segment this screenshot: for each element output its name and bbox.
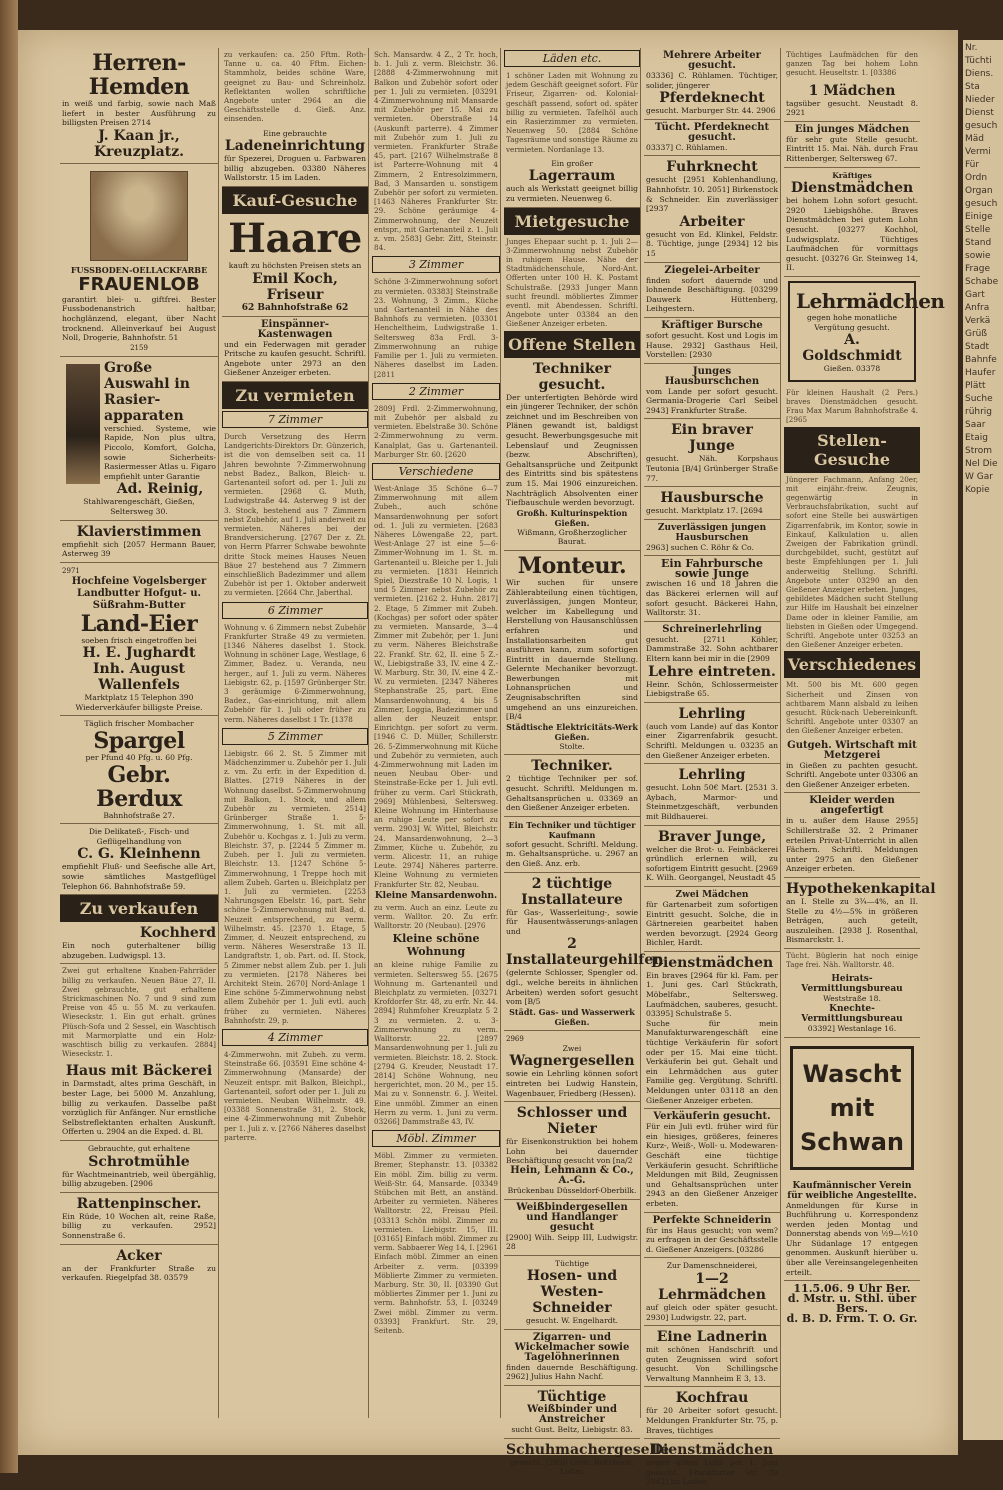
junge-title: Ein braver Junge: [671, 422, 753, 455]
dienstmadchen2-title: Dienstmädchen: [650, 1442, 774, 1459]
weiszbinder-text: [2900] Wilh. Seipp III, Ludwigstr. 28: [506, 1232, 638, 1252]
classified-text: Möbl. Zimmer zu vermieten. Bremer, Stephanstr. 13. [03382 Ein möbl. Zim. billig zu verm. Weiß-Str. 64, Mansarde. [03349 Stübchen mit Bett, an anständ. Arbeiter zu vermieten. Näheres Walltorstr. 22, Freisau Pfeil. [03313 Schön möbl. Zimmer zu vermieten. Liebigstr. 15, III. [03165] Einfach möbl. Zimmer zu verm. Sabbaerer Weg 14, I. [2961 Einfach möbl. Zimmer an einen Arbeiter z. verm. [03399 Möblierte Zimmer zu vermieten. Marburg. Str. 30, II. [03390 Gut möbliertes Zimmer per 1. Juni zu verm. Bahnhofstr. 53, I. [03249 Zwei möbl. Zimmer zu verm. 03393] Frankfurt. Str. 29, Seitenb.: [374, 1151, 498, 1335]
lagerraum-title: Lagerraum: [528, 168, 616, 185]
section-header-zu-vermieten: Zu vermieten: [222, 382, 368, 409]
classified-text: Liebigstr. 66 2. St. 5 Zimmer mit Mädchenzimmer u. Zubehör per 1. Juli z. vm. Zu erfr. in der Expedition d. Blattes. [2719 Näheres in der Wohnung daselbst. 5-Zimmerwohnung mit Balkon, 1. Stock, und allem Zubehör zu vermieten. 2514] Grünberger Straße 1. 5-Zimmerwohnung, 1. St. mit all. Zubehör u. Kochgas z. 1. Juli zu verm. Bleichstr. 37, p. [2244 5 Zimmer m. Zubeh. per 1. Juli zu vermieten. Bleichstr. 13. [1247 Schöne 5-Zimmerwohnung, 1 Treppe hoch mit allem Zubeh. Garten u. Bleichplatz per 1. Juli zu vermieten. [2253 Nahrungsgen Ebelstr. 16, part. Sehr schöne 5-Zimmerwohnung mit Bad, d. Neuzeit entsprechend, zu verm. Wilhelmstr. 45. [2370 1. Etage, 5 Zimmer, d. Neuzeit entsprechend, zu verm. Näheres Weserstraße 13 II. Landgraftstr. 1, ob. Part. od. II. Stock, 5 Zimmer nebst allem Zub. per 1. Juli zu vermieten. [2178 Näheres bei Architekt Stein. 2670] Nord-Anlage 1 Eine schöne 5-Zimmerwohnung nebst allem Zubehör per 1. Juli evtl. auch früher zu vermieten. Näheres Bahnhofstr. 29, p.: [224, 748, 366, 1025]
column-1: [60, 48, 219, 1418]
arbeiter-text: 03336] C. Rühlamen. Tüchtiger, solider, jüngerer: [646, 71, 778, 90]
berdux-addr: Bahnhofstraße 27.: [103, 810, 175, 820]
zigarren-text: finden dauernde Beschäftigung. 2962] Julius Hahn Nachf.: [506, 1362, 638, 1382]
ziegelei-text: finden sofort dauernde und lohnende Beschäftigung. [03299 Dauwerk Hüttenberg, Leihgestern.: [646, 275, 778, 314]
lehrling-title: Lehrling: [678, 705, 746, 722]
wallenfels-name: Inh. August Wallenfels: [92, 661, 185, 694]
landeier-text: soeben frisch eingetroffen bei: [81, 635, 197, 645]
wallenfels-text: Marktplatz 15 Telephon 390 Wiederverkäufer billigste Preise.: [75, 693, 203, 712]
dienst2-text: bei hohem Lohn sofort gesucht. 2920 Liebigshöhe. Braves Dienstmädchen bei gutem Lohn gesucht. [03277 Kochhol, Ludwigsplatz. Tüchtiges Laufmädchen für vormittags gesucht. [03276 Gr. Steinweg 14, II.: [786, 196, 918, 273]
kaufmann-title: Ein Techniker und tüchtiger Kaufmann: [508, 819, 636, 840]
bursche-title: Kräftiger Bursche: [661, 319, 763, 331]
pferdeknecht2-text: 03337] C. Rühlamen.: [646, 142, 728, 152]
ad-frauenlob: [60, 164, 218, 357]
reinig-name: Ad. Reinig,: [116, 481, 204, 498]
schneider-text: gesucht. W. Engelhardt.: [525, 1316, 619, 1326]
pferdeknecht-text: gesucht. Marburger Str. 44. 2906: [646, 106, 776, 116]
reinig-sub: Stahlwarengeschäft, Gießen, Seltersweg 30.: [83, 497, 195, 516]
woman-portrait-illustration: [90, 171, 188, 261]
ad-dienstmadchen: [644, 952, 780, 1109]
klavier-text: empfiehlt sich [2057 Hermann Bauer, Asterweg 39: [62, 539, 216, 559]
techniker2-title: Techniker.: [531, 758, 613, 775]
ad-number: 2969: [506, 1034, 524, 1043]
dienst-text2: Suche für mein Manufakturwarengeschäft eine tüchtige Verkäuferin für sofort oder per 15. Mai eine tücht. Verkäuferin bei gut. Gehalt und ein Lehrmädchen aus guter Familie geg. Vergütung. Schriftl. Meldungen unter 03118 an den Gießener Anzeiger erbeten.: [646, 1018, 778, 1105]
lehrmadchen-title: Lehrmädchen: [796, 288, 945, 313]
ad-kochherd: [60, 922, 218, 964]
techniker-text: Der unterfertigten Behörde wird ein jüngerer Techniker, der schön zeichnet und im Beschreiben von Plänen gewandt ist, baldigst gesucht. Bewerbungsgesuche mit Lebenslauf und Zeugnissen (bezw. Abschriften), Gehaltsansprüche und Zeitpunkt des Eintritts sind bis spätestens zum 15. Mai 1906 einzureichen. Nachträglich Absolventen einer Tiefbauschule werden bevorzugt.: [506, 392, 638, 508]
install-title: 2 tüchtige Installateure: [521, 875, 623, 908]
ad-schneider: [504, 1256, 640, 1330]
ad-kaufmann: [504, 817, 640, 873]
ad-acker: [60, 1245, 218, 1286]
classified-text: Zwei gut erhaltene Knaben-Fahrräder billig zu verkaufen. Neuen Bäue 27, II. Zwei gebrauchte, gut erhaltene Strickmaschinen No. 7 und 9 sind zum Preise von 45 u. 55 M. zu verkaufen. Wieseckstr. 1. Ein gut erhalt. grünes Plüsch-Sofa und 2 Sessel, ein Waschtisch mit Marmorplatte und ein Holz-waschtisch billig zu verkaufen. 2884] Wieseckstr. 1.: [62, 966, 216, 1059]
jughardt-name: H. E. Jughardt: [82, 645, 196, 662]
lehrling2-text: gesucht. Lohn 50€ Mart. [2531 3. Aybach, Marmor- und Steinmetzgeschäft, verbunden mit Bildhauerei.: [646, 783, 778, 821]
kleider-text: in u. außer dem Hause 2955] Schillerstraße 32. 2 Primaner erteilen Privat-Unterricht in allen Fächern. Schriftl. Meldungen unter 2975 an den Gießener Anzeiger erbeten.: [786, 816, 918, 874]
classified-text: Tüchtiges Laufmädchen für den ganzen Tag bei hohem Lohn gesucht. Heuseltstr. 1. [03386: [786, 50, 918, 78]
lehre-title: Lehre eintreten.: [648, 663, 776, 680]
hypotheken-text: an I. Stelle zu 3¾—4%, an II. Stelle zu 4½—5% in größeren Beträgen, auch geteilt, auszuleihen. [2938 J. Rosenthal, Bismarckstr. 1.: [786, 896, 918, 945]
ad-zigarren: [504, 1330, 640, 1386]
classified-text: 1 schöner Laden mit Wohnung zu jedem Geschäft geeignet sofort. Für Friseur, Zigarren- od. Kolonial-geschäft passend, sofort od. später billig zu vermieten. Tafelhöl auch ein Rasierzimmer zu vermieten. Neuenweg 50. [2884 Schöne Tagesräume und sonstige Räume zu vermieten. Nordanlage 13.: [506, 71, 638, 154]
koch-name: Emil Koch, Friseur: [252, 270, 338, 303]
haare-text: kauft zu höchsten Preisen stets an: [228, 261, 362, 270]
ad-monteur: [504, 551, 640, 756]
madchen-title: Zwei Mädchen: [675, 889, 749, 900]
ad-ein-madchen: [784, 80, 920, 122]
lehrling2-title: Lehrling: [678, 767, 746, 784]
haare-title: Haare: [228, 215, 362, 262]
kochfrau-title: Kochfrau: [675, 1390, 749, 1407]
hausbursche2-title: Hausbursche: [660, 490, 764, 507]
dusseldorf-text: Brückenbau Düsseldorf-Oberbilk.: [507, 1185, 637, 1195]
ladnerin-text: mit schönen Handschrift und guten Zeugnissen wird sofort gesucht. Von Schillingsche Verwaltung Mannheim E 3, 13.: [646, 1345, 778, 1383]
ad-wagner: [504, 1031, 640, 1102]
ad-wirtschaft: [784, 738, 920, 794]
ad-hausbursche2: [644, 487, 780, 520]
ad-hausburschen3: [644, 520, 780, 557]
weiszbinder-title: Weißbindergesellen und Handlanger gesucht: [516, 1201, 628, 1233]
classified-text: an kleine ruhige Familie zu vermieten. Seltersweg 55. [2675 Wohnung m. Gartenanteil und Bleichplatz zu vermieten. [03271 Krofdorfer Str. 48, zu erfr. Nr. 44. 2894] Ruhmfoher Kreuzplatz 5 2 3 zu vermieten. 2. u. 3-Zimmerwohnung zu verm. Walltorstr. 22. [2897 Mansardenwohnung per 1. Juli zu vermieten. Bleichstr. 18. 2. Stock. [2794 G. Kreuder, Neustadt 17. 2814] Schöne Wohnung, neu hergerichtet, mon. 20 M., per 15. Mai zu v. Sonnenstr. 6. J. Weitel. Eine unmöbl. Zimmer an einen Herrn zu verm. 1. Juni zu verm. 03266] Dammstraße 43, IV.: [374, 960, 498, 1126]
schreiner-title: Schreinerlehrling: [662, 623, 762, 635]
classified-text: Schöne 3-Zimmerwohnung sofort zu vermieten. 03383] Steinstraße 23. Wohnung, 3 Zimm., Küche und Gartenanteil in Nähe des Bahnhofs zu vermieten. [03301 Hencheltheim, Ludwigstraße 1. Seltersweg 83a Frdl. 3-Zimmerwohnung an ruhige Familie per 1. Juli zu vermieten. Näheres daselbst im Laden. [2811: [374, 277, 498, 379]
wascht-line2: mit: [829, 1093, 875, 1122]
kochherd-text: Ein noch guterhaltener billig abzugeben. Ludwigspl. 13.: [62, 941, 216, 960]
ad-bursche: [644, 318, 780, 364]
ad-weiszbinder2: [504, 1386, 640, 1439]
knechte-text: 03392] Westanlage 16.: [807, 1023, 897, 1033]
classified-text: zu verm. Auch an einz. Leute zu verm. Walltor. 20. Zu erfr. Walltorstr. 20 (Neubau). [2976: [374, 902, 498, 931]
schreiner-text: gesucht. [2711 Köhler, Dammstraße 32. Sohn achtbarer Eltern kann bei mir in die [2909: [646, 634, 778, 663]
ad-backerei: [60, 1060, 218, 1141]
stolte-name: Stolte.: [559, 741, 585, 751]
backerei-text: in Darmstadt, altes prima Geschäft, in bester Lage, bei 5000 M. Anzahlung, billig zu verkaufen. Dasselbe paßt vorzüglich für Anfänger. Nur ernstliche Selbstreflektanten erhalten Auskunft. Offerten u. 2904 an die Exped. d. Bl.: [62, 1079, 216, 1137]
razor-illustration: [66, 364, 100, 484]
frauenlob-text: garantirt blei- u. giftfrei. Bester Fussbodenanstrich haltbar, hochglänzend, elegant, über Nacht trocknend. Alleinverkauf bei August Noll, Drogerie, Bahnhofstr. 51: [62, 294, 216, 343]
ad-ziegelei: [644, 263, 780, 318]
ad-kochfrau: [644, 1387, 780, 1439]
einspanner-title: Einspänner-Kastenwagen: [257, 318, 333, 340]
ad-junge: [644, 419, 780, 487]
next-page-text: Nr. Tüchti Diens. Sta Nieder Dienst gesuch Mäd Vermi Für Ordn Organ gesuch Einige Stelle Stand sowie Frage Schabe Gart Anfra Verkä Grüß Stadt Bahnfe Haufer Plätt Suche rührig Saar Etaig Strom Nel Die W Gar Kopie: [965, 43, 999, 495]
landeier-title: Land-Eier: [80, 610, 198, 637]
ad-kleinhenn: [60, 824, 218, 895]
subheader-verschiedene: Verschiedene: [372, 463, 500, 480]
fuhrknecht-title: Fuhrknecht: [666, 159, 758, 176]
schlosser-text: für Eisenkonstruktion bei hohem Lohn bei dauernder Beschäftigung gesucht von [na/2: [506, 1137, 638, 1166]
ad-rasierapparate: [60, 357, 218, 521]
madchen-text: tagsüber gesucht. Neustadt 8. 2921: [786, 98, 918, 118]
schneiderin-text: für ins Haus gesucht; von wem? zu erfragen in der Geschäftsstelle d. Gießener Anzeigers. [03286: [646, 1225, 778, 1254]
madchen-text: für Gartenarbeit zum sofortigen Eintritt gesucht. Solche, die in Gärtnereien gearbeitet haben werden bevorzugt. [2924 Georg Bichler, Hardt.: [646, 899, 778, 948]
lagerraum-pre: Ein großer: [551, 158, 593, 168]
ad-heirats: [784, 971, 920, 1037]
pferdeknecht2-title: Tücht. Pferdeknecht gesucht.: [654, 121, 770, 143]
ladnerin-title: Eine Ladnerin: [656, 1329, 768, 1346]
section-header-zu-verkaufen: Zu verkaufen: [60, 895, 218, 922]
schrotmuhle-title: Schrotmühle: [88, 1153, 190, 1170]
kaufmann-text: sofort gesucht. Schriftl. Meldung. m. Gehaltsansprüche. u. 2967 an den Gieß. Anz. erb.: [506, 839, 638, 869]
hypotheken-title: Hypothekenkapital: [786, 880, 936, 897]
wagner-text: sowie ein Lehrling können sofort eintreten bei Ludwig Hanstein, Wagenbauer, Friedberg (Hessen).: [506, 1069, 638, 1098]
klavier-title: Klavierstimmen: [76, 523, 202, 540]
ad-dienstmadchen2: [644, 1439, 780, 1490]
section-header-verschiedenes: Verschiedenes: [784, 651, 920, 678]
classified-text: 2809] Frdl. 2-Zimmerwohnung, mit Zubehör per alsbald zu vermieten. Ebelstraße 30. Schöne 2-Zimmerwohnung zu verm. Kanalplat, Gas u. Gartenanteil. Marburger Str. 60. [2620: [374, 403, 498, 459]
kochherd-title: Kochherd: [139, 925, 216, 942]
ladeneinrichtung-title: Ladeneinrichtung: [224, 138, 366, 155]
ratten-text: Ein Rüde, 10 Wochen alt, reine Raße, billig zu verkaufen. 2952] Sonnenstraße 6.: [62, 1211, 216, 1240]
fahrbursche-title: Ein Fahrbursche sowie Junge: [661, 557, 763, 581]
herren-title: Herren-Hemden: [88, 50, 190, 100]
frauenlob-top: FUSSBODEN-OELLACKFARBE: [70, 264, 208, 275]
lehrmadchen-text: gegen hohe monatliche Vergütung gesucht.: [806, 312, 897, 332]
subheader-2-zimmer: 2 Zimmer: [372, 383, 500, 400]
section-header-stellen-gesuche: Stellen-Gesuche: [784, 427, 920, 473]
ad-kaufm-verein: [784, 1178, 920, 1282]
arbeiter-title: Mehrere Arbeiter gesucht.: [663, 50, 761, 71]
ad-hypotheken: [784, 878, 936, 949]
classified-text: Tücht. Büglerin hat noch einige Tage frei. Näh. Walltorstr. 48.: [786, 950, 918, 970]
ad-notice: [784, 1281, 920, 1327]
ad-hausburschen: [644, 364, 780, 420]
spargel-title: Spargel: [93, 728, 185, 755]
schneider-title: Hosen- und Westen-Schneider: [526, 1268, 618, 1317]
zigarren-title: Zigarren- und Wickelmacher sowie Tagelöhnerinnen: [514, 1331, 630, 1363]
classified-text: Für kleinen Haushalt (2 Pers.) braves Dienstmädchen gesucht. Frau Max Marum Bahnhofstraße 4. [2965: [786, 387, 918, 425]
subheader-5-zimmer: 5 Zimmer: [222, 728, 368, 745]
schneider-pre: Tüchtige: [555, 1258, 589, 1268]
kleine-wohnung-title: Kleine schöne Wohnung: [392, 932, 480, 959]
gaswerk-name: Städt. Gas- und Wasserwerk Gießen.: [509, 1006, 635, 1027]
install2-text: (gelernte Schlosser, Spengler od. dgl., welche bereits in ähnlichen Arbeiten) werden sofort gesucht vom [B/5: [506, 968, 638, 1007]
kraftiges-text: Kräftiges: [832, 170, 872, 180]
knechte-title: Knechte-Vermittlungsbureau: [801, 1003, 903, 1024]
column-4: [504, 48, 670, 1477]
laden-text: für Spezerei, Droguen u. Farbwaren billig abzugeben. 03380 Näheres Wallstorstr. 15 im Laden.: [224, 154, 366, 183]
schrotmuhle-text: für Wachtmeinantrieb, weil übergählig, billig abzugeben. [2906: [62, 1169, 216, 1189]
backerei-title: Haus mit Bäckerei: [65, 1063, 213, 1080]
wagner-pre: Zwei: [562, 1043, 582, 1053]
dienstmadchen2-text: gegen guten Lohn per 1. Juni gesucht. Frankfurter Str. 39 2942] im Laden.: [646, 1458, 778, 1487]
ad-lagerraum: [504, 156, 640, 208]
ad-weiszbinder: [504, 1200, 640, 1256]
weiszbinder2-title: Weißbinder und Anstreicher: [527, 1404, 617, 1426]
wagner-title: Wagnergesellen: [509, 1053, 635, 1070]
ad-verkauferin: [644, 1109, 780, 1212]
ad-ladeneinrichtung: [222, 126, 368, 187]
column-5: [644, 48, 781, 1487]
column-3: [372, 48, 501, 1418]
ad-schuhmacher: [504, 1439, 670, 1480]
dienst2-title: Dienstmädchen: [790, 180, 914, 197]
kleinhenn-pre: Die Delikateß-, Fisch- und Geflügelhandlung von: [88, 827, 190, 846]
subheader-mobl-zimmer: Möbl. Zimmer: [372, 1130, 500, 1147]
ad-herren-hemden: [60, 48, 218, 164]
verkauferin-text: Für ein Juli evtl. früher wird für ein hiesiges, größeres, feineres Kurz-, Weiß-, Woll- u. Modewaren-Geschäft eine tüchtige Verkäuferin gesucht. Schriftliche Meldungen mit Bild, Zeugnissen und Gehaltsansprüchen unter 2943 an den Gießener Anzeiger erbeten.: [646, 1122, 778, 1208]
grosse-auswahl: Große Auswahl in Rasier-apparaten: [104, 359, 190, 424]
ziegelei-title: Ziegelei-Arbeiter: [664, 264, 760, 276]
hausburschen3-text: 2963] suchen C. Röhr & Co.: [646, 542, 754, 552]
ratten-title: Rattenpinscher.: [76, 1195, 202, 1212]
heirats-title: Heirats-Vermittlungsbureau: [801, 974, 903, 995]
ad-schlosser: [504, 1102, 640, 1199]
schuhmacher-title: Schuhmachergeselle: [506, 1441, 670, 1458]
subheader-6-zimmer: 6 Zimmer: [222, 602, 368, 619]
book-spine: [0, 0, 18, 1473]
hausburschen-title: Junges Hausburschchen: [664, 365, 760, 387]
schrotmuhle-pre: Gebrauchte, gut erhaltene: [87, 1144, 191, 1153]
ad-schrotmuhle: [60, 1141, 218, 1193]
ad-einspanner: [222, 317, 368, 382]
ad-number: 2159: [130, 343, 148, 352]
install2-title: 2 Installateurgehilfen: [506, 936, 664, 969]
schneiderin-title: Perfekte Schneiderin: [652, 1214, 772, 1226]
mansarden-title: Kleine Mansardenwohn.: [374, 890, 498, 901]
junges-title: Ein junges Mädchen: [794, 123, 910, 135]
next-page-edge: [960, 40, 1003, 1440]
ad-haare: [222, 214, 368, 317]
ad-junges-madchen: [784, 122, 920, 168]
install-text: für Gas-, Wasserleitung-, sowie für Hausentwässerungs-anlagen und: [506, 907, 638, 936]
dienstmadchen-title: Dienstmädchen: [650, 954, 774, 971]
techniker2-text: 2 tüchtige Techniker per sof. gesucht. Schriftl. Meldungen m. Gehaltsansprüchen u. 03369 an den Gießener Anzeiger erbeten.: [506, 774, 638, 813]
ad-zwei-madchen: [644, 887, 780, 952]
kleinhenn-text: empfiehlt Fluß- und Seefische alle Art, sowie sämtliches Mastgeflügel Telephon 66. Bahnhofstraße 59.: [62, 862, 216, 891]
classified-text: West-Anlage 35 Schöne 6—7 Zimmerwohnung mit allem Zubeh., auch schöne Mansardenwohnung per sofort od. 1. Juli zu vermieten. [2683 Näheres Löwengaße 22, part. West-Anlage 27 ist eine 5—6-Zimmer-Wohnung im 1. St. m. Gartenanteil u. Bleiche per 1. Juli zu vermieten. [1831 Heinrich Spiel, Diezstraße 10 N. Logis, 1 und 5 Zimmer nebst Zubehör zu vermieten. [2162 2. Huhn. 2817] 2. Etage, 5 Zimmer mit Zubeh. (Kochgas) per sofort oder später zu vermieten. Mansarde, 3—4 Zimmer mit Zubehör, per 1. Juni zu verm. Näheres Bleichstraße 22. Frankf. Str. 62, II. eine 5 Z.-W., Liebigstraße 33, IV. eine 4 Z.-W. Marburg. Str. 30, IV. eine 4 Z.-W. zu vermieten. [2347 Näheres Stephanstraße 25, part. Eine Mansardenwohnung, 4 bis 5 Zimmer, Loggia, Badezimmer und allen der Neuzeit entspr. Einrichtgn. per sofort zu verm. [1946 C. D. Müller, Schillerstr. 26. 5-Zimmerwohnung mit Küche und Zubehör zu vermieten, auch 4-Zimmerwohnung mit Laden im neuen Neubau Ober- und Steinstraße-Ecke per 1. Juli evtl. früher zu verm. Carl Stückrath, 2969] Mühlenbesi, Seltersweg. Kleine Wohnung im Hinterhause an ruhige Leute per sofort zu verm. 2903] W. Wittel, Bleichstr. 24. Mansardenwohnung, 2—3 Zimmer, Küche u. Zubehör, zu verm. Alicestr. 11, an ruhige Leute. 2974] Näheres parterre. Kleine Wohnung zu vermieten Frankfurter Str. 82, Neubau.: [374, 483, 498, 889]
kultur-name: Großh. Kulturinspektion Gießen.: [516, 507, 628, 528]
section-header-offene-stellen: Offene Stellen: [504, 331, 640, 358]
acker-text: an der Frankfurter Straße zu verkaufen. Riegelpfad 38. 03579: [62, 1263, 216, 1283]
lehrling-text: (auch vom Lande) auf das Kontor einer Zigarrenfabrik gesucht. Schriftl. Meldungen u. 03235 an den Gießener Anzeiger erbeten.: [646, 721, 778, 760]
kleider-title: Kleider werden angefertigt: [809, 795, 895, 817]
classified-text: 4-Zimmerwohn. mit Zubeh. zu verm. Steinstraße 66. [03591 Eine schöne 4-Zimmerwohnung (Mansarde) der Neuzeit entspr. mit Balkon, Bleichpl., Gartenanteil, sofort oder per 1. Juli zu vermieten. Neuban Wilhelmstr. 49. [03388 Sonnenstraße 31, 2. Stock, eine 4-Zimmerwohnung mit Zubehör per 1. Juli z. v. [2766 Näheres daselbst parterre.: [224, 1049, 366, 1142]
bursche-text: sofort gesucht. Kost und Logis im Hause. 2932] Gasthaus Heil, Vorstellen: [2930: [646, 330, 778, 360]
ad-kleider: [784, 793, 920, 878]
einspanner-text: und ein Federwagen mit gerader Pritsche zu kaufen gesucht. Schriftl. Angebote unter 2973 an den Gießener Anzeiger erbeten.: [224, 339, 366, 378]
junge-text: gesucht. Näh. Korpshaus Teutonia [B/4] Grünberger Straße 77.: [646, 454, 778, 483]
schlosser-title: Schlosser und Nieter: [516, 1105, 628, 1138]
berdux-name: Gebr. Berdux: [96, 761, 182, 812]
subheader-3-zimmer: 3 Zimmer: [372, 256, 500, 273]
kochfrau-text: für 20 Arbeiter sofort gesucht. Meldungen Frankfurter Str. 75, p. Braves, tüchtiges: [646, 1406, 778, 1435]
giessen-text: Gießen. 03378: [823, 364, 881, 374]
ad-rattenpinscher: [60, 1193, 218, 1245]
ad-wascht-mit-schwan: [790, 1046, 914, 1170]
ad-schneiderin: [644, 1213, 780, 1259]
mombach-text: Täglich frischer Mombacher: [84, 719, 194, 729]
classified-text: Mt. 500 bis Mt. 600 gegen Sicherheit und Zinsen von achtbarem Mann alsbald zu leihen gesucht. Rück-nach Uebereinkunft. Schriftl. Angebote unter 03307 an den Gießener Anzeiger erbeten.: [786, 680, 918, 736]
notice-line1: 11.5.06. 9 Uhr Ber. d. Mstr. u. Sthl. über Bers.: [787, 1282, 917, 1316]
ad-techniker: [504, 358, 640, 551]
elektr-name: Städtische Elektricitäts-Werk Gießen.: [506, 721, 638, 742]
braver-title: Braver Junge,: [657, 828, 767, 845]
classified-text: Durch Versetzung des Herrn Landgerichts-Direktors Dr. Günzerich, ist die von demselben seit ca. 11 Jahren bewohnte 7-Zimmerwohnung nebst Badez., Balkon, Bleich- u. Gartenanteil sofort od. per 1. Juli zu vermieten. [2968 G. Muth, Ludwigstraße 44. Asterweg 9 ist der 3. Stock, bestehend aus 7 Zimmern nebst Zubehör, auf 1. Juli anderweit zu vermieten. Näheres bei der Brandversicherung. [2767 Der z. Zt. von Herrn Pfarrer Schwabe bewohnte dritte Stock meines Hauses Neuen Bäue 27 bestehend aus 7 Zimmern einschließlich Badezimmer und allem Zubehör ist per 1. Oktober anderweit zu vermieten. [2664 Chr. Jaberthal.: [224, 431, 366, 598]
wascht-line3: Schwan: [799, 1127, 905, 1156]
lehre-text: Heinr. Schön, Schlossermeister Liebigstraße 65.: [646, 679, 778, 699]
subheader-laden: Läden etc.: [504, 50, 640, 67]
ad-braver-junge: [644, 826, 780, 887]
laden-pre: Eine gebrauchte: [263, 128, 327, 138]
schuhmacher-text: gesucht. [2936 Gerh. Rohrbach, Lollar.: [510, 1457, 634, 1477]
fahrbursche-text: zwischen 16 und 18 Jahren die das Bäckerei erlernen will auf sofort gesucht. Bäckerei Hahn, Walltorstr. 31.: [646, 579, 778, 618]
subheader-7-zimmer: 7 Zimmer: [222, 411, 368, 428]
ad-fahrbursche: [644, 556, 780, 621]
arbeiter2-title: Arbeiter: [679, 213, 745, 230]
techniker-title: Techniker gesucht.: [533, 360, 611, 393]
heirats-text: Weststraße 18.: [823, 994, 881, 1004]
ad-landbutter: [60, 563, 218, 717]
column-2: [222, 48, 369, 1418]
frauenlob-brand: FRAUENLOB: [78, 273, 200, 295]
acker-title: Acker: [116, 1247, 162, 1264]
spargel-price: per Pfund 40 Pfg. u. 60 Pfg.: [85, 753, 193, 763]
wirtschaft-title: Gutgeh. Wirtschaft mit Metzgerei: [787, 739, 917, 761]
fuhrknecht-text: gesucht [2951 Kohlenhandlung, Bahnhofstr. 10. 2051] Birkenstock & Schneider. Ein zuverlässiger [2937: [646, 175, 778, 214]
kleinhenn-name: C. G. Kleinhenn: [77, 846, 201, 863]
junges-text: für sehr gute Stelle gesucht. Eintritt 15. Mai. Näh. durch Frau Rittenberger, Seltersweg 67.: [786, 134, 918, 163]
rasier-text: verschied. Systeme, wie Rapide, Non plus ultra, Piccolo, Komfort, Golcha, sowie Sicherheits-Rasiermesser Atlas u. Figaro empfiehlt unter Garantie: [104, 423, 216, 481]
notice-line2: d. B. D. Frm. T. O. Gr.: [786, 1312, 918, 1326]
wirtschaft-text: in Gießen zu pachten gesucht. Schriftl. Angebote unter 03306 an den Gießener Anzeiger erbeten.: [786, 760, 919, 789]
kaufm-text: Anmeldungen für Kurse in Buchführung u. Korrespondenz werden jeden Montag und Donnerstag abends von ½9—½10 Uhr Südanlage 17 entgegen genommen. Auskunft hierüber u. über alle Vereinsangelegenheiten erteilt.: [786, 1200, 918, 1277]
hausbursche2-text: gesucht. Marktplatz 17. [2694: [646, 506, 763, 516]
classified-text: Junges Ehepaar sucht p. 1. Juli 2—3-Zimmerwohnung nebst Zubehör in ruhigem Hause. Nähe der Stadtmädchenschule, Nord-Ant. Offerten unter 100 H. K. Postamt Schulstraße. [2933 Junger Mann sucht freundl. möbliertes Zimmer eventl. mit Abendessen. Schriftl. Angebote unter 03384 an den Gießener Anzeiger erbeten.: [506, 236, 638, 329]
dienstmadchen-text: Ein braves [2964 für kl. Fam. per 1. Juni ges. Carl Stückrath, Möbelfabr., Seltersweg. Laufmädchen, sauberes, gesucht. 03395] Schulstraße 5.: [646, 970, 778, 1019]
koch-addr: 62 Bahnhofstraße 62: [241, 302, 349, 313]
monteur-text: Wir suchen für unsere Zählerabteilung einen tüchtigen, zuverlässigen, jungen Monteur, welcher im Kabellegung und Herstellung von Hausanschlüssen erfahren und Installationsarbeiten gut ausführen kann, zum sofortigen Eintritt in dauernde Stellung. Gelernte Mechaniker bevorzugt. Bewerbungen mit Lohnansprüchen und Zeugnisabschriften sind umgehend an uns einzureichen. [B/4: [506, 577, 638, 722]
pferdeknecht-title: Pferdeknecht: [659, 90, 765, 107]
classified-text: Sch. Mansardw. 4 Z., 2 Tr. hoch, b. 1. Juli z. verm. Bleichstr. 36. [2888 4-Zimmerwohnung mit Balkon und Zubehör sofort oder per 1. Juli zu vermieten. [03291 4-Zimmerwohnung mit Mansarde mit Zubehör per 15. Mai zu vermieten. Oberstraße 14 (Auskunft parterre). 4 Zimmer mit Zubehör zum 1. Juli zu vermieten. Frankfurter Straße 45, part. [2167 Wilhelmstraße 8 ist Parterre-Wohnung mit 4 Zimmern, 2 Entresolzimmern, Bad, 3 Mansarden u. sonstigem Zubehör per sofort zu vermieten. [1463 Näheres Frankfurter Str. 29. Schöne geräumige 4-Zimmerwohnung, der Neuzeit entspr., mit Gartenanteil z. 1. Juli z. vm. 2583] Gebr. Zitt, Steinstr. 84.: [374, 50, 498, 253]
vogels-title: Hochfeine Vogelsberger Landbutter Hofgut- u. Süßrahm-Butter: [71, 575, 207, 611]
arbeiter2-text: gesucht von Ed. Klinkel, Feldstr. 8. Tüchtige, junge [2934] 12 bis 15: [646, 229, 778, 258]
weiszbinder2-text: sucht Gust. Beltz, Liebigstr. 83.: [511, 1425, 633, 1435]
subheader-4-zimmer: 4 Zimmer: [222, 1029, 368, 1046]
goldschmidt-name: A. Goldschmidt: [802, 332, 902, 365]
column-6: [784, 48, 945, 1418]
hausburschen-text: vom Lande per sofort gesucht. Germania-Drogerie Carl Seibel 2943] Frankfurter Straße.: [646, 386, 778, 415]
ad-lehrmadchen-box: [788, 281, 945, 382]
ad-spargel: [60, 716, 218, 824]
madchen-big: 1 Mädchen: [808, 82, 896, 99]
wascht-line1: Wascht: [802, 1059, 902, 1088]
lehrmadchen-text: auf gleich oder später gesucht. 2930] Ludwigstr. 22, part.: [646, 1302, 778, 1322]
ad-arbeiter: [644, 48, 780, 120]
ad-lehrling: [644, 703, 780, 764]
ad-lehrmadchen: [644, 1258, 780, 1326]
kaan-name: J. Kaan jr., Kreuzplatz.: [93, 127, 185, 160]
ad-techniker2: [504, 755, 640, 816]
herren-text: in weiß und farbig, sowie nach Maß liefert in bester Ausführung zu billigsten Preisen 2714: [62, 99, 216, 128]
ad-installateure: [504, 873, 664, 1031]
section-header-mietgesuche: Mietgesuche: [504, 208, 640, 235]
hein-name: Hein, Lehmann & Co., A.-G.: [510, 1164, 634, 1186]
ad-lehrling2: [644, 764, 780, 825]
ad-ladnerin: [644, 1326, 780, 1387]
damen-text: Zur Damenschneiderei,: [666, 1261, 758, 1271]
ad-dienstmadchen: [784, 168, 920, 277]
classified-text: Jüngerer Fachmann, Anfang 20er, mit einjähr.-freiw. Zeugnis, gegenwärtig in Verbrauchsfabrikation, sucht auf sofort eine Stelle bei auswärtigen Zigarrenfabrik, im Kontor, sowie in Einkauf, Kalkulation u. allen Zweigen der Fabrikation gründl. durchgebildet, sucht, gestützt auf beste Empfehlungen per 1. Juli anderweitig Stellung. Schriftl. Angebote unter 03290 an den Gießener Anzeiger erbeten. Junges, gebildetes Mädchen sucht Stellung zur Hilfe im Haushalt bei einzelner Dame oder in kleiner Familie, am liebsten in Gießen oder Umgegend. Schriftl. Angebote unter 03253 an den Gießener Anzeiger erbeten.: [786, 474, 918, 650]
verkauferin-title: Verkäuferin gesucht.: [653, 1111, 771, 1123]
classified-text: zu verkaufen: ca. 250 Fftm. Roth-Tanne u. ca. 40 Fftm. Eichen-Stammholz, beides schöne Ware, geeignet zu Bau- und Schreinholz. Reflektanten wollen schriftliche Angebote unter 2964 an die Geschäftsstelle d. Gieß. Anz. einsenden.: [224, 50, 366, 124]
ad-fuhrknecht: [644, 156, 780, 262]
ad-schreiner: [644, 622, 780, 703]
ad-number: 2971: [62, 566, 80, 575]
kaufm-title: Kaufmännischer Verein für weibliche Angestellte.: [787, 1180, 917, 1201]
lehrmadchen-title: 1—2 Lehrmädchen: [658, 1270, 766, 1303]
ad-pferdeknecht2: [644, 120, 780, 157]
hausburschen3-title: Zuverlässigen jungen Hausburschen: [657, 522, 767, 543]
section-header-kauf-gesuche: Kauf-Gesuche: [222, 187, 368, 214]
monteur-title: Monteur.: [517, 552, 627, 579]
wiszmann-name: Wißmann, Großherzoglicher Baurat.: [517, 527, 627, 547]
braver-text: welcher die Brot- u. Feinbäckerei gründlich erlernen will, zu sofortigem Eintritt gesucht. [2969 K. Wilh. Georgangel, Neustadt 45: [646, 844, 778, 883]
lagerraum-text: auch als Werkstatt geeignet billig zu vermieten. Neuenweg 6.: [506, 184, 638, 204]
classified-text: Wohnung v. 6 Zimmern nebst Zubehör Frankfurter Straße 49 zu vermieten. [1346 Näheres daselbst 1. Stock. Wohnung in schöner Lage, Westlage, 6 Zimmer, Badez. u. Veranda, neu herger., auf 1. Juli zu verm. Näheres Liebigstr. 62, p. [1597 Grünberger Str. 3 geräumige 6-Zimmerwohnung, Badez., Gas-einrichtung, mit allem Zubehör für 1. Juli oder früher zu verm. Näheres daselbst 1 Tr. [1378: [224, 622, 366, 724]
tuchtige-title: Tüchtige: [537, 1389, 607, 1406]
ad-klavier: [60, 521, 218, 563]
